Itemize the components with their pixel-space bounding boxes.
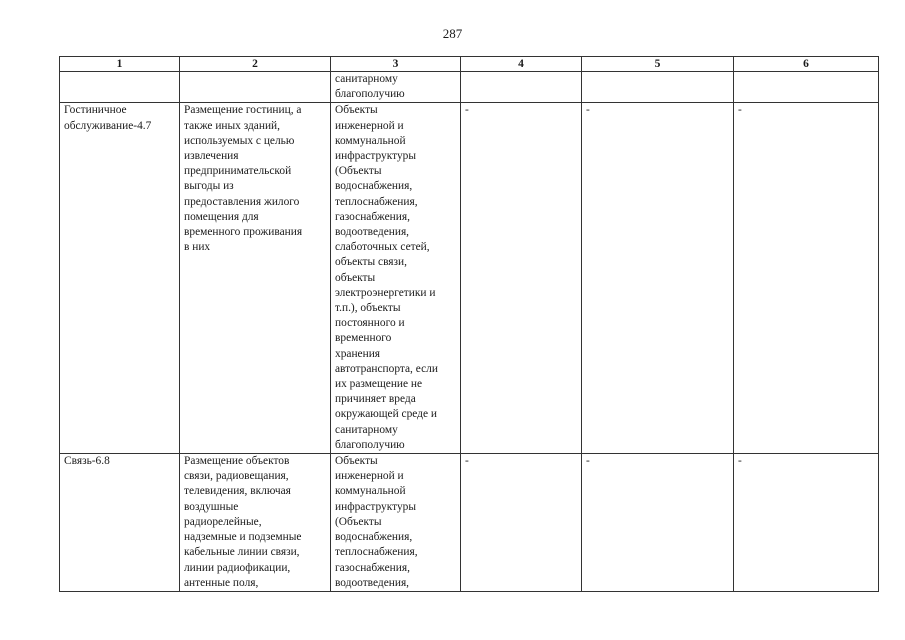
header-col-4: 4 [461, 57, 582, 72]
cell-description: Размещение объектов связи, радиовещания, телевидения, включая воздушные радиорелейные, надземные и подземные кабельные линии связи, линии радиофикации, антенные поля, [180, 454, 331, 592]
cell-description: Размещение гостиниц, а также иных зданий, используемых с целью извлечения предпринимательской выгоды из предоставления жилого помещения для временного проживания в них [180, 103, 331, 454]
land-use-table [59, 56, 879, 592]
cell-description [180, 72, 331, 103]
table-row-communications [60, 454, 879, 592]
cell-col-4: - [461, 454, 582, 592]
table-row-hotel-service [60, 103, 879, 454]
cell-col-5: - [582, 454, 734, 592]
header-col-1: 1 [60, 57, 180, 72]
cell-col-6: - [734, 103, 879, 454]
cell-use-type: Связь-6.8 [60, 454, 180, 592]
cell-col-4 [461, 72, 582, 103]
header-col-6: 6 [734, 57, 879, 72]
cell-col-4: - [461, 103, 582, 454]
cell-auxiliary-objects: Объекты инженерной и коммунальной инфраструктуры (Объекты водоснабжения, теплоснабжения, газоснабжения, водоотведения, слаботочных сетей, объекты связи, объекты электроэнергетики и т.п.), объекты постоянного и временного хранения автотранспорта, если их размещение не причиняет вреда окружающей среде и санитарному благополучию [331, 103, 461, 454]
cell-col-5: - [582, 103, 734, 454]
table-row-continuation [60, 72, 879, 103]
cell-use-type: Гостиничное обслуживание-4.7 [60, 103, 180, 454]
cell-col-6 [734, 72, 879, 103]
cell-use-type [60, 72, 180, 103]
cell-col-6: - [734, 454, 879, 592]
header-row [60, 57, 879, 72]
header-col-3: 3 [331, 57, 461, 72]
header-col-5: 5 [582, 57, 734, 72]
cell-auxiliary-objects: санитарному благополучию [331, 72, 461, 103]
cell-col-5 [582, 72, 734, 103]
header-col-2: 2 [180, 57, 331, 72]
cell-auxiliary-objects: Объекты инженерной и коммунальной инфраструктуры (Объекты водоснабжения, теплоснабжения, газоснабжения, водоотведения, [331, 454, 461, 592]
page-number: 287 [442, 26, 463, 41]
